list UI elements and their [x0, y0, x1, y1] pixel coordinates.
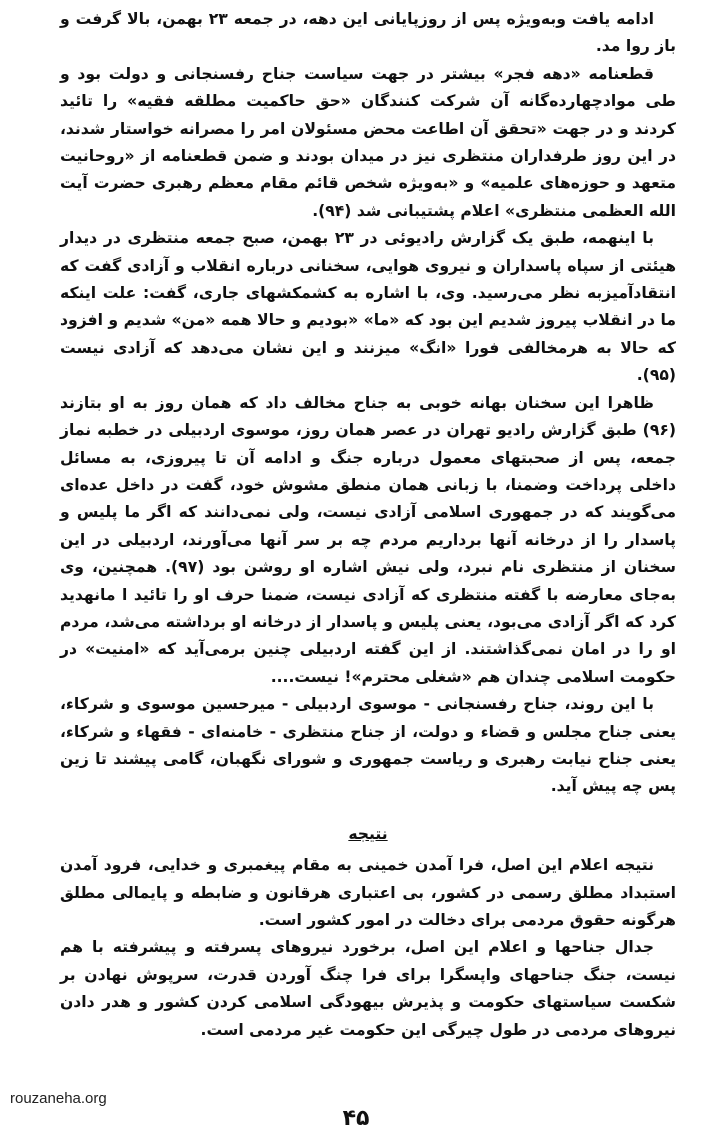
paragraph-1: ادامه یافت وبه‌ویژه پس از روزپایانی این دهه، در جمعه ۲۳ بهمن، بالا گرفت و باز روا مد.	[60, 10, 676, 56]
footer-website: rouzaneha.org	[10, 1090, 107, 1107]
paragraph-2: قطعنامه «دهه فجر» بیشتر در جهت سیاست جناح رفسنجانی و دولت بود و طی موادچهارده‌گانه آن شرکت کنندگان «حق حاکمیت مطلقه فقیه» را تائید کردند و در جهت «تحقق آن اطاعت محض مسئولان امر را مصرانه خواستار شدند، در این روز طرفداران منتظری نیز در میدان بودند و ضمن قطعنامه از «روحانیت متعهد و حوزه‌های علمیه» و «به‌ویژه شخص قائم مقام معظم رهبری حضرت آیت الله العظمی منتظری» اعلام پشتیبانی شد (۹۴).	[60, 64, 676, 220]
section-heading: نتیجه	[348, 824, 388, 843]
paragraph-5: با این روند، جناح رفسنجانی - موسوی اردبیلی - میرحسین موسوی و شرکاء، یعنی جناح مجلس و قضاء و دولت، از جناح منتظری - خامنه‌ای - فقهاء و شرکاء، یعنی جناح نیابت رهبری و ریاست جمهوری و شورای نگهبان، گامی پیشند تا زین پس چه پیش آید.	[60, 695, 676, 796]
page-number: ۴۵	[342, 1106, 370, 1131]
document-body	[60, 6, 676, 1044]
paragraph-3: با اینهمه، طبق یک گزارش رادیوئی در ۲۳ بهمن، صبح جمعه منتظری در دیدار هیئتی از سپاه پاسداران و نیروی هوایی، سخنانی درباره انقلاب و آزادی گفت که انتقادآمیزبه نظر می‌رسید. وی، با اشاره به کشمکشهای جاری، گفت: علت اینکه ما در انقلاب پیروز شدیم این بود که «ما» «بودیم و حالا همه «من» شدیم و افزود که حالا به هرمخالفی فورا «انگ» میزنند و این نشان می‌دهد که آزادی نیست (۹۵).	[60, 229, 676, 385]
paragraph-4: ظاهرا این سخنان بهانه خوبی به جناح مخالف داد که همان روز به او بتازند (۹۶) طبق گزارش رادیو تهران در عصر همان روز، موسوی اردبیلی در خطبه نماز جمعه، پس از صحبتهای معمول درباره جنگ و ادامه آن تا پیروزی، به مسائل داخلی پرداخت وضمنا، با زبانی همان منطق مشوش خود، گفت در داخل عده‌ای می‌گویند که در جمهوری اسلامی آزادی نیست، ولی نمی‌دانند که اگر ما پلیس و پاسدار را از درخانه آنها برداریم مردم چه بر سر آنها می‌آورند، اردبیلی در این سخنان از منتظری نام نبرد، ولی نیش اشاره او روشن بود (۹۷). همچنین، وی به‌جای معارضه با گفته منتظری که آزادی نیست، ضمنا حرف او را تائید ا مانهدید کرد که اگر آزادی می‌بود، یعنی پلیس و پاسدار از درخانه او برداشته می‌شد، مردم او را در امان نمی‌گذاشتند. از این گفته اردبیلی چنین برمی‌آید که «امنیت» در حکومت اسلامی چندان هم «شغلی محترم»! نیست....	[60, 393, 676, 686]
conclusion-paragraph-1: نتیجه اعلام این اصل، فرا آمدن خمینی به مقام پیغمبری و خدایی، فرود آمدن استبداد مطلق رسمی در کشور، بی اعتباری هرقانون و ضابطه و پایمالی مطلق هرگونه حقوق مردمی برای دخالت در امور کشور است.	[60, 856, 676, 929]
conclusion-paragraph-2: جدال جناحها و اعلام این اصل، برخورد نیروهای پسرفته و پیشرفته با هم نیست، جنگ جناحهای واپسگرا برای فرا چنگ آوردن قدرت، سرپوش نهادن بر شکست سیاستهای حکومت و پذیرش بیهودگی اسلامی کردن کشور و هدر دادن نیروهای مردمی در طول چیرگی این حکومت غیر مردمی است.	[60, 938, 676, 1039]
